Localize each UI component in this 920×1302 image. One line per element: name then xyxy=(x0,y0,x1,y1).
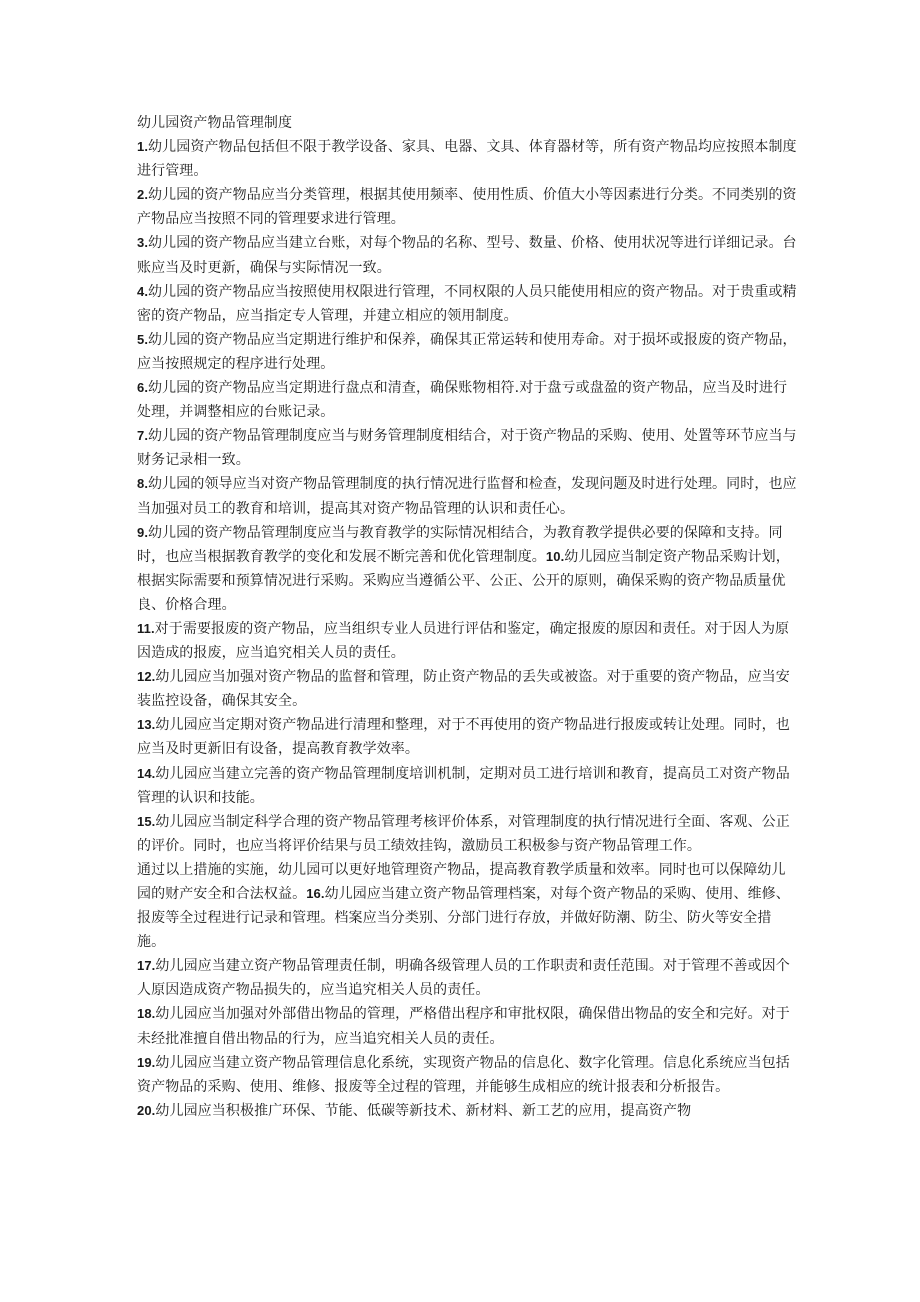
paragraph xyxy=(137,617,797,665)
item-number: 14. xyxy=(137,765,156,781)
item-number: 11. xyxy=(137,620,155,636)
item-text: 幼儿园应当建立完善的资产物品管理制度培训机制，定期对员工进行培训和教育，提高员工对资产物品管理的认识和技能。 xyxy=(137,765,790,806)
item-text: 幼儿园资产物品包括但不限于教学设备、家具、电器、文具、体育器材等，所有资产物品均应按照本制度进行管理。 xyxy=(137,139,797,180)
item-number: 9. xyxy=(137,524,149,540)
paragraph xyxy=(137,376,797,424)
item-text: 幼儿园应当建立资产物品管理档案，对每个资产物品的采购、使用、维修、报废等全过程进行记录和管理。档案应当分类别、分部门进行存放，并做好防潮、防尘、防火等安全措施。 xyxy=(137,886,790,951)
paragraph xyxy=(137,665,797,713)
paragraph xyxy=(137,328,797,376)
paragraph xyxy=(137,472,797,520)
paragraph xyxy=(137,954,797,1002)
item-text: 幼儿园应当加强对外部借出物品的管理，严格借出程序和审批权限，确保借出物品的安全和完好。对于未经批准擅自借出物品的行为，应当追究相关人员的责任。 xyxy=(137,1006,790,1047)
item-number: 15. xyxy=(137,813,156,829)
item-text: 幼儿园应当制定科学合理的资产物品管理考核评价体系，对管理制度的执行情况进行全面、客观、公正的评价。同时，也应当将评价结果与员工绩效挂钩，激励员工积极参与资产物品管理工作。 xyxy=(137,813,790,854)
item-text: 幼儿园的资产物品应当定期进行盘点和清查，确保账物相符.对于盘亏或盘盈的资产物品，应当及时进行处理，并调整相应的台账记录。 xyxy=(137,380,788,421)
item-text: 幼儿园应当积极推广环保、节能、低碳等新技术、新材料、新工艺的应用，提高资产物 xyxy=(155,1102,692,1119)
item-text: 幼儿园的资产物品管理制度应当与财务管理制度相结合，对于资产物品的采购、使用、处置等环节应当与财务记录相一致。 xyxy=(137,428,797,469)
item-number: 7. xyxy=(137,428,149,444)
item-number: 13. xyxy=(137,717,156,733)
item-text: 幼儿园的资产物品应当建立台账，对每个物品的名称、型号、数量、价格、使用状况等进行详细记录。台账应当及时更新，确保与实际情况一致。 xyxy=(137,235,797,276)
paragraph xyxy=(137,521,797,617)
item-text: 幼儿园的领导应当对资产物品管理制度的执行情况进行监督和检查，发现问题及时进行处理。同时，也应当加强对员工的教育和培训，提高其对资产物品管理的认识和责任心。 xyxy=(137,476,797,517)
item-text: 幼儿园的资产物品应当定期进行维护和保养，确保其正常运转和使用寿命。对于损坏或报废的资产物品，应当按照规定的程序进行处理。 xyxy=(137,331,797,372)
item-text: 幼儿园应当加强对资产物品的监督和管理，防止资产物品的丢失或被盗。对于重要的资产物品，应当安装监控设备，确保其安全。 xyxy=(137,669,790,710)
item-text: 幼儿园应当制定资产物品采购计划，根据实际需要和预算情况进行采购。采购应当遵循公平、公正、公开的原则，确保采购的资产物品质量优良、价格合理。 xyxy=(137,548,790,613)
item-text: 幼儿园应当建立资产物品管理信息化系统，实现资产物品的信息化、数字化管理。信息化系统应当包括资产物品的采购、使用、维修、报废等全过程的管理，并能够生成相应的统计报表和分析报告。 xyxy=(137,1054,790,1095)
paragraph xyxy=(137,231,797,279)
paragraph-list xyxy=(137,135,797,1123)
item-number: 2. xyxy=(137,187,149,203)
paragraph xyxy=(137,280,797,328)
item-text: 对于需要报废的资产物品，应当组织专业人员进行评估和鉴定，确定报废的原因和责任。对于因人为原因造成的报废，应当追究相关人员的责任。 xyxy=(137,620,790,662)
paragraph xyxy=(137,183,797,231)
paragraph xyxy=(137,1002,797,1050)
item-number: 4. xyxy=(137,283,149,299)
paragraph xyxy=(137,1051,797,1099)
item-number: 17. xyxy=(137,958,156,974)
item-number: 20. xyxy=(137,1102,156,1118)
item-number: 18. xyxy=(137,1006,156,1022)
paragraph xyxy=(137,762,797,810)
paragraph xyxy=(137,135,797,183)
item-number: 8. xyxy=(137,476,149,492)
document-body xyxy=(137,111,797,1123)
document-title: 幼儿园资产物品管理制度 xyxy=(137,115,293,131)
item-number: 6. xyxy=(137,380,149,396)
item-text: 幼儿园应当定期对资产物品进行清理和整理，对于不再使用的资产物品进行报废或转让处理。同时，也应当及时更新旧有设备，提高教育教学效率。 xyxy=(137,717,790,758)
item-text: 通过以上措施的实施，幼儿园可以更好地管理资产物品，提高教育教学质量和效率。同时也可以保障幼儿园的财产安全和合法权益。 xyxy=(137,861,786,902)
item-text: 幼儿园应当建立资产物品管理责任制，明确各级管理人员的工作职责和责任范围。对于管理不善或因个人原因造成资产物品损失的，应当追究相关人员的责任。 xyxy=(137,958,790,999)
item-number: 16. xyxy=(306,886,325,901)
paragraph xyxy=(137,713,797,761)
item-number: 1. xyxy=(137,139,149,155)
item-number: 12. xyxy=(137,669,156,685)
item-number: 19. xyxy=(137,1054,156,1070)
item-text: 幼儿园的资产物品应当按照使用权限进行管理，不同权限的人员只能使用相应的资产物品。对于贵重或精密的资产物品，应当指定专人管理，并建立相应的领用制度。 xyxy=(137,283,797,324)
paragraph xyxy=(137,1099,797,1123)
paragraph xyxy=(137,858,797,954)
item-text: 幼儿园的资产物品应当分类管理，根据其使用频率、使用性质、价值大小等因素进行分类。不同类别的资产物品应当按照不同的管理要求进行管理。 xyxy=(137,187,797,228)
paragraph xyxy=(137,810,797,858)
item-number: 10. xyxy=(545,548,565,564)
paragraph xyxy=(137,424,797,472)
item-number: 3. xyxy=(137,235,149,251)
item-text: 幼儿园的资产物品管理制度应当与教育教学的实际情况相结合，为教育教学提供必要的保障和支持。同时，也应当根据教育教学的变化和发展不断完善和优化管理制度。 xyxy=(137,524,783,565)
item-number: 5. xyxy=(137,331,149,347)
